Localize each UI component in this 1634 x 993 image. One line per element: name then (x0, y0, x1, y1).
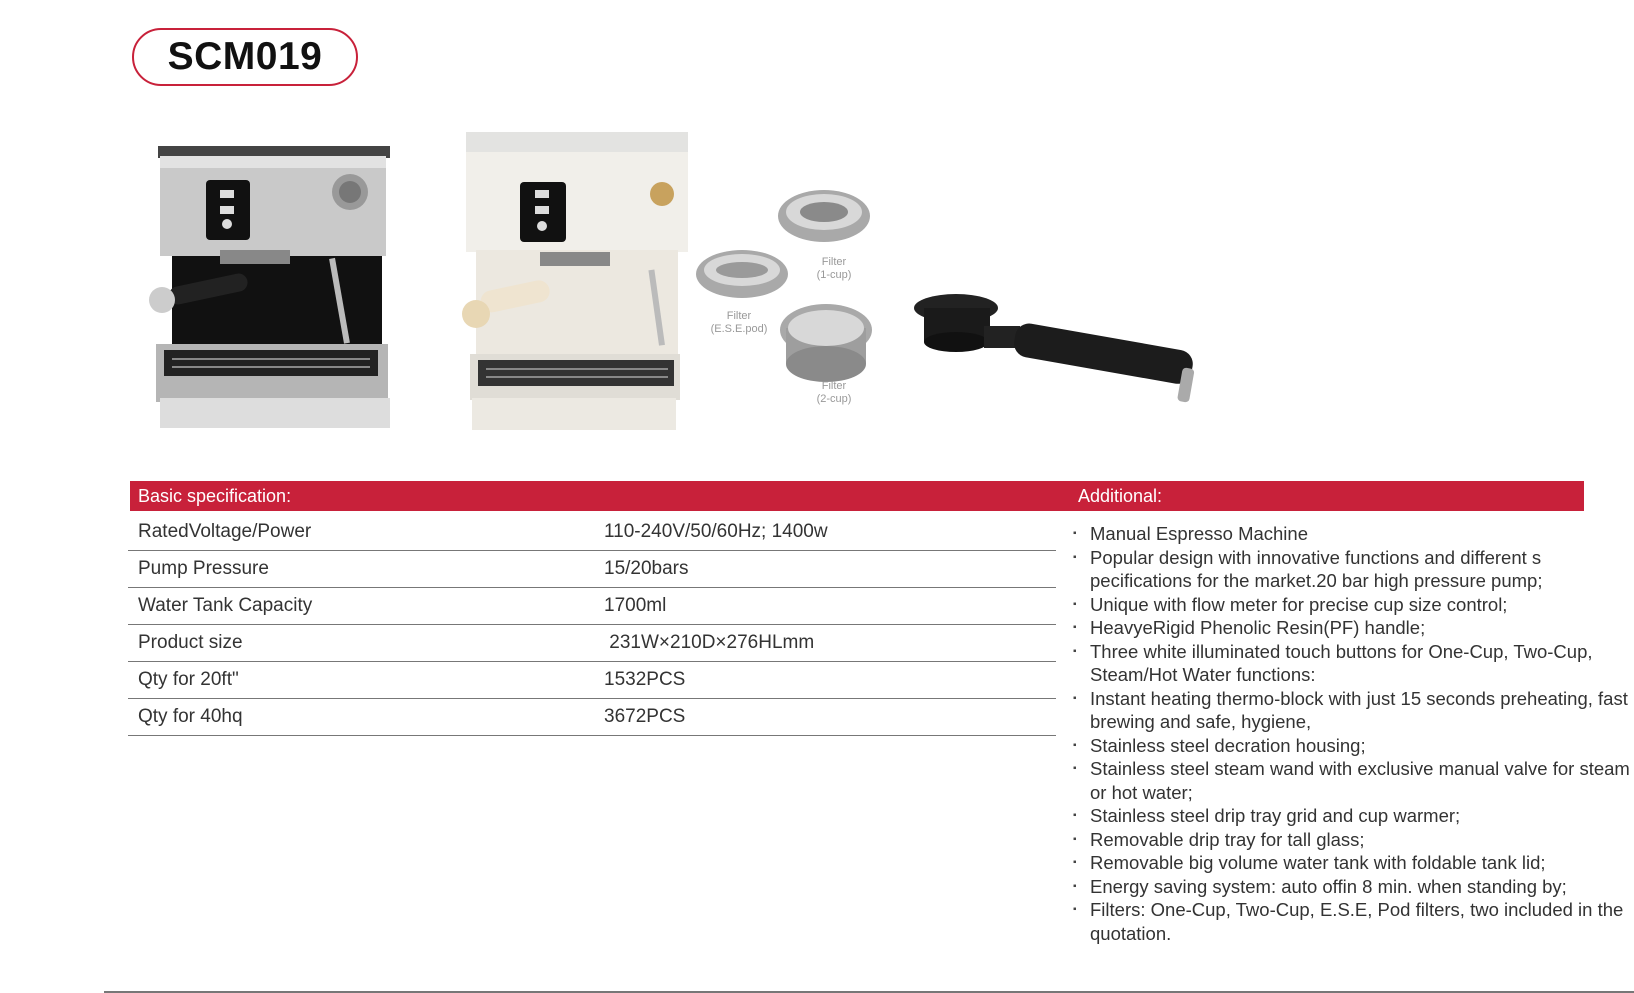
spec-row (128, 625, 1056, 662)
feature-item: ▪ Manual Espresso Machine (1070, 522, 1630, 546)
spec-row (128, 514, 1056, 551)
spec-value: 110-240V/50/60Hz; 1400w (604, 521, 828, 542)
feature-item: ▪ Popular design with innovative functions and different s pecifications for the market.20 bar high pressure pump; (1070, 546, 1630, 593)
spec-value: 3672PCS (604, 706, 686, 727)
feature-item: ▪ HeavyeRigid Phenolic Resin(PF) handle; (1070, 616, 1630, 640)
spec-label: Pump Pressure (138, 558, 269, 579)
spec-row (128, 699, 1056, 736)
filter-2-cup-caption-line2: (2-cup) (816, 393, 852, 405)
filter-baskets-image (694, 182, 884, 412)
spec-label: Product size (138, 632, 243, 653)
filter-1-cup-caption (804, 256, 864, 282)
spec-row (128, 662, 1056, 699)
spec-label: Qty for 40hq (138, 706, 243, 727)
spec-label: Qty for 20ft" (138, 669, 239, 690)
filter-ese-caption-line1: Filter (726, 310, 752, 322)
additional-heading: Additional: (1070, 481, 1584, 511)
filter-2-cup-caption (804, 380, 864, 406)
feature-item: ▪ Stainless steel decration housing; (1070, 734, 1630, 758)
filter-ese-caption-line2: (E.S.E.pod) (710, 323, 768, 335)
espresso-machine-black-image (148, 138, 398, 443)
espresso-machine-cream-image (462, 130, 698, 442)
feature-item: ▪ Energy saving system: auto offin 8 min. when standing by; (1070, 875, 1630, 899)
feature-item: ▪ Stainless steel drip tray grid and cup warmer; (1070, 804, 1630, 828)
spec-row (128, 588, 1056, 625)
feature-item: ▪ Filters: One-Cup, Two-Cup, E.S.E, Pod filters, two included in the quotation. (1070, 898, 1630, 945)
filter-2-cup-caption-line1: Filter (821, 380, 847, 392)
feature-item: ▪ Three white illuminated touch buttons for One-Cup, Two-Cup, Steam/Hot Water functions: (1070, 640, 1630, 687)
feature-item: ▪ Removable drip tray for tall glass; (1070, 828, 1630, 852)
filter-1-cup-caption-line2: (1-cup) (816, 269, 852, 281)
model-number: SCM019 (167, 35, 323, 78)
feature-item: ▪ Stainless steel steam wand with exclusive manual valve for steam or hot water; (1070, 757, 1630, 804)
model-badge (132, 28, 358, 86)
spec-label: RatedVoltage/Power (138, 521, 312, 542)
filter-1-cup-caption-line1: Filter (821, 256, 847, 268)
spec-table (128, 514, 1056, 736)
feature-item: ▪ Unique with flow meter for precise cup size control; (1070, 593, 1630, 617)
spec-label: Water Tank Capacity (138, 595, 313, 616)
spec-value: 1700ml (604, 595, 667, 616)
filter-ese-caption (704, 310, 774, 336)
spec-value: 231W×210D×276HLmm (604, 632, 815, 653)
portafilter-image (910, 290, 1200, 410)
basic-spec-heading: Basic specification: (130, 481, 1070, 511)
feature-item: ▪ Instant heating thermo-block with just 15 seconds preheating, fast brewing and safe, hygiene, (1070, 687, 1630, 734)
spec-value: 1532PCS (604, 669, 686, 690)
spec-row (128, 551, 1056, 588)
spec-value: 15/20bars (604, 558, 689, 579)
additional-features-list (1070, 522, 1630, 945)
feature-item: ▪ Removable big volume water tank with foldable tank lid; (1070, 851, 1630, 875)
